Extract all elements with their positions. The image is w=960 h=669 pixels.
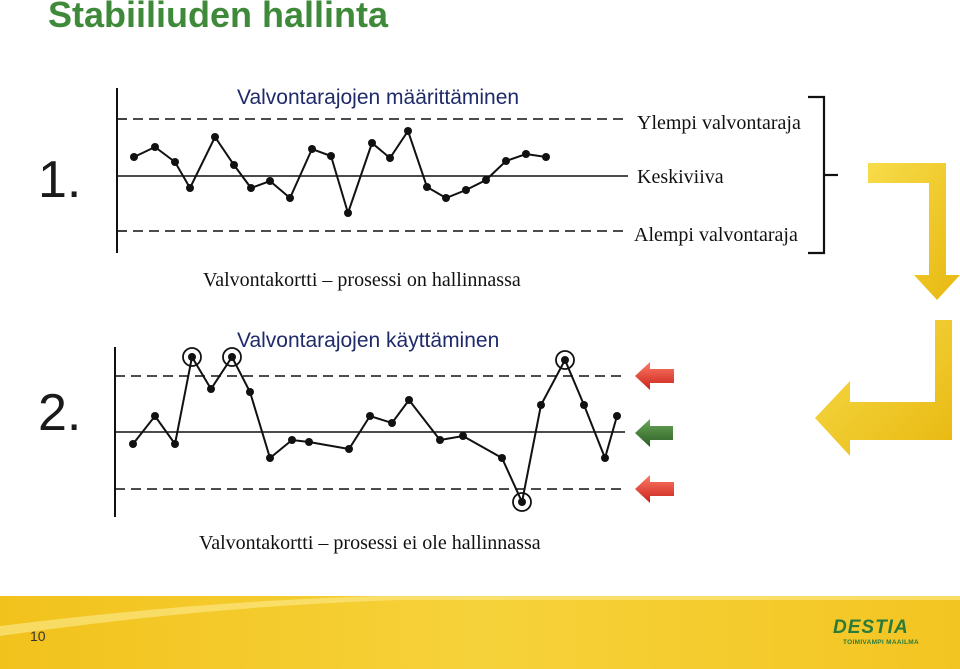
chart-1-point	[368, 139, 376, 147]
chart-1-point	[522, 150, 530, 158]
chart-1-point	[308, 145, 316, 153]
yellow-arrow-icon	[815, 320, 952, 456]
chart-1-point	[502, 157, 510, 165]
chart-2-point	[613, 412, 621, 420]
upper-control-limit-label: Ylempi valvontaraja	[637, 112, 801, 134]
destia-logo-tagline: TOIMIVAMPI MAAILMA	[843, 639, 919, 646]
chart-1-point	[171, 158, 179, 166]
chart-2-point	[345, 445, 353, 453]
chart-1-point	[542, 153, 550, 161]
red-arrow-icon	[635, 362, 674, 390]
chart-2-series-line	[133, 357, 617, 502]
chart-1	[117, 88, 838, 253]
chart-1-point	[186, 184, 194, 192]
center-line-label: Keskiviiva	[637, 166, 724, 188]
chart-1-point	[230, 161, 238, 169]
chart-1-point	[423, 183, 431, 191]
chart-2-point	[580, 401, 588, 409]
chart-1-point	[327, 152, 335, 160]
section-2-number: 2.	[38, 384, 82, 442]
chart-1-point	[130, 153, 138, 161]
chart-2-point	[459, 432, 467, 440]
chart-1-point	[386, 154, 394, 162]
chart-1-point	[286, 194, 294, 202]
chart-2-point	[561, 356, 569, 364]
chart-2-point	[228, 353, 236, 361]
chart-1-points	[130, 127, 550, 217]
bracket-icon	[808, 97, 824, 253]
section-2-caption: Valvontakortti – prosessi ei ole hallinnassa	[199, 532, 541, 554]
chart-2-point	[498, 454, 506, 462]
chart-1-point	[344, 209, 352, 217]
page-number: 10	[30, 628, 46, 644]
chart-2-point	[388, 419, 396, 427]
section-1-number: 1.	[38, 151, 82, 209]
chart-1-point	[442, 194, 450, 202]
chart-2-point	[405, 396, 413, 404]
chart-2-point	[151, 412, 159, 420]
chart-1-point	[211, 133, 219, 141]
chart-2-point	[266, 454, 274, 462]
chart-1-point	[151, 143, 159, 151]
chart-2-point	[518, 498, 526, 506]
chart-2-point	[246, 388, 254, 396]
chart-2-point	[129, 440, 137, 448]
green-arrow-icon	[635, 419, 673, 447]
chart-1-point	[462, 186, 470, 194]
chart-1-point	[404, 127, 412, 135]
chart-2	[115, 347, 625, 517]
red-arrow-icon	[635, 475, 674, 503]
chart-1-point	[266, 177, 274, 185]
footer-band	[0, 596, 960, 669]
section-2-subtitle: Valvontarajojen käyttäminen	[237, 329, 500, 352]
chart-2-point	[171, 440, 179, 448]
chart-2-point	[305, 438, 313, 446]
chart-2-point	[537, 401, 545, 409]
chart-2-point	[366, 412, 374, 420]
chart-2-point	[188, 353, 196, 361]
chart-2-point	[601, 454, 609, 462]
chart-2-point	[436, 436, 444, 444]
chart-1-series-line	[134, 131, 546, 213]
chart-2-point	[207, 385, 215, 393]
section-1-caption: Valvontakortti – prosessi on hallinnassa	[203, 269, 521, 291]
yellow-arrow-icon	[868, 163, 960, 300]
destia-logo: DESTIA	[833, 617, 909, 638]
chart-2-point	[288, 436, 296, 444]
lower-control-limit-label: Alempi valvontaraja	[634, 224, 798, 246]
slide-title: Stabiiliuden hallinta	[48, 0, 389, 35]
chart-1-point	[482, 176, 490, 184]
chart-1-point	[247, 184, 255, 192]
section-1-subtitle: Valvontarajojen määrittäminen	[237, 86, 520, 109]
